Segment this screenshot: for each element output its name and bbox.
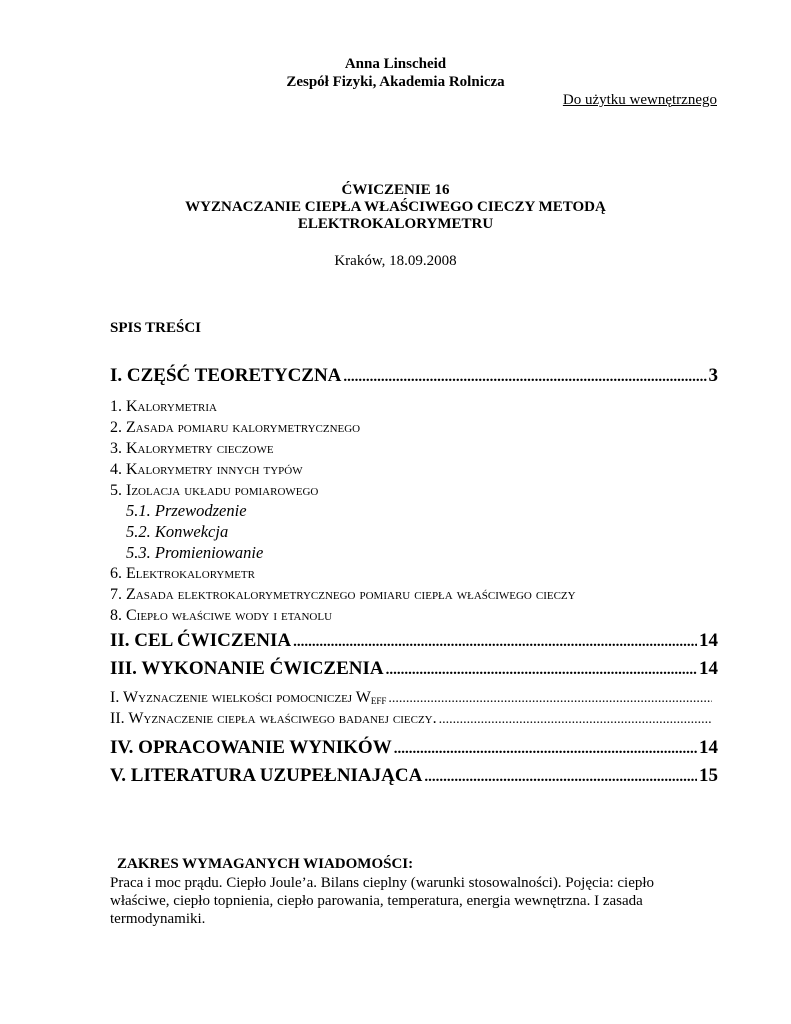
leader-dots <box>293 630 697 652</box>
exercise-title-line2: ELEKTROKALORYMETRU <box>297 216 494 232</box>
toc-part2-page: 14 <box>699 630 718 651</box>
toc-item[interactable]: 1. Kalorymetria <box>110 398 217 415</box>
toc-part4-label: IV. OPRACOWANIE WYNIKÓW <box>110 737 392 758</box>
toc-items-1-5 <box>110 396 360 501</box>
toc-part4-page: 14 <box>699 737 718 758</box>
date-place: Kraków, 18.09.2008 <box>334 253 457 269</box>
toc-part3-item-2[interactable] <box>110 710 714 728</box>
leader-dots <box>394 737 697 759</box>
toc-part5[interactable] <box>110 765 718 787</box>
toc-item[interactable]: 3. Kalorymetry cieczowe <box>110 440 274 457</box>
toc-part3-item-1[interactable] <box>110 689 714 707</box>
toc-subitem[interactable]: 5.2. Konwekcja <box>126 522 229 541</box>
toc-part5-label: V. LITERATURA UZUPEŁNIAJĄCA <box>110 765 423 786</box>
toc-items-6-8 <box>110 563 576 626</box>
leader-dots <box>386 658 697 680</box>
toc-part3-page: 14 <box>699 658 718 679</box>
toc-item[interactable]: 2. Zasada pomiaru kalorymetrycznego <box>110 419 361 436</box>
author: Anna Linscheid <box>344 56 447 72</box>
toc-part3-item-label: I. Wyznaczenie wielkości pomocniczej $W_{EFF}$ <box>110 689 387 706</box>
scope-heading: ZAKRES WYMAGANYCH WIADOMOŚCI: <box>117 856 414 872</box>
toc-part1-page: 3 <box>708 365 718 386</box>
toc-part2-label: II. CEL ĆWICZENIA <box>110 630 292 651</box>
toc-part3[interactable] <box>110 658 718 680</box>
exercise-title-line1: WYZNACZANIE CIEPŁA WŁAŚCIWEGO CIECZY METODĄ <box>185 199 606 215</box>
toc-part2[interactable] <box>110 630 718 652</box>
toc-part1-label: I. CZĘŚĆ TEORETYCZNA <box>110 365 342 386</box>
toc-subitem[interactable]: 5.1. Przewodzenie <box>126 501 247 520</box>
internal-use-note: Do użytku wewnętrznego <box>562 92 717 108</box>
exercise-number: ĆWICZENIE 16 <box>341 182 450 198</box>
toc-subitem[interactable]: 5.3. Promieniowanie <box>126 543 264 562</box>
toc-item[interactable]: 5. Izolacja układu pomiarowego <box>110 482 319 499</box>
toc-part5-page: 15 <box>699 765 718 786</box>
toc-part3-item-label: II. Wyznaczenie ciepła właściwego badanej cieczy. <box>110 710 437 727</box>
leader-dots <box>439 710 712 728</box>
affiliation: Zespół Fizyki, Akademia Rolnicza <box>286 74 505 90</box>
toc-item[interactable]: 8. Ciepło właściwe wody i etanolu <box>110 607 333 624</box>
scope-text: Praca i moc prądu. Ciepło Joule’a. Bilans cieplny (warunki stosowalności). Pojęcia: ciepło właściwe, ciepło topnienia, ciepło parowania, temperatura, energia wewnętrzna. I zasada termodynamiki. <box>110 875 655 927</box>
toc-part1[interactable] <box>110 365 718 387</box>
toc-heading: SPIS TREŚCI <box>110 320 202 336</box>
toc-item[interactable]: 7. Zasada elektrokalorymetrycznego pomiaru ciepła właściwego cieczy <box>110 586 576 603</box>
toc-item[interactable]: 6. Elektrokalorymetr <box>110 565 255 582</box>
leader-dots <box>343 365 706 387</box>
toc-subitems <box>126 500 263 563</box>
toc-item[interactable]: 4. Kalorymetry innych typów <box>110 461 303 478</box>
toc-part3-label: III. WYKONANIE ĆWICZENIA <box>110 658 384 679</box>
toc-part4[interactable] <box>110 737 718 759</box>
leader-dots <box>424 765 697 787</box>
leader-dots <box>388 689 712 707</box>
